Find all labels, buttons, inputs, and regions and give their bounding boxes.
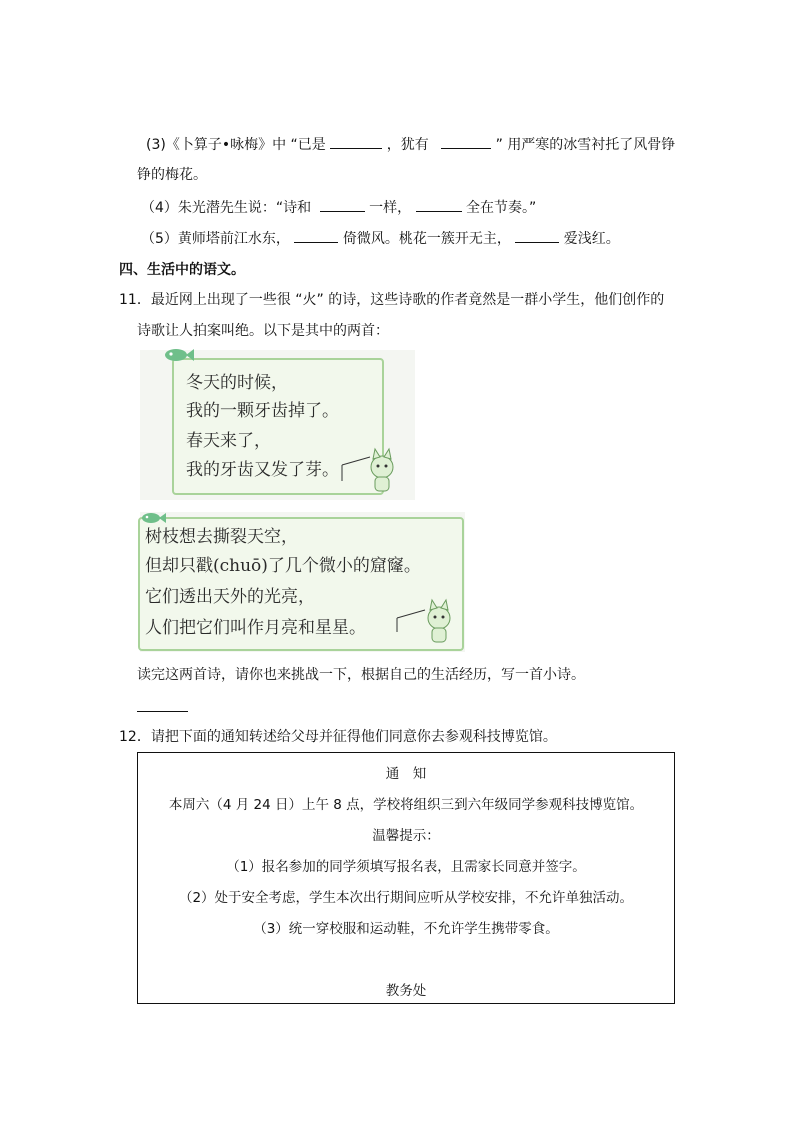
q11-instruction: 读完这两首诗，请你也来挑战一下，根据自己的生活经历，写一首小诗。 — [137, 667, 585, 683]
q3-blank-2[interactable] — [441, 134, 491, 149]
q5-text-b: 倚微风。桃花一簇开无主， — [342, 231, 511, 247]
q11-line-2: 诗歌让人拍案叫绝。以下是其中的两首： — [137, 323, 389, 339]
notice-tip-2: （2）处于安全考虑，学生本次出行期间应听从学校安排，不允许单独活动。 — [178, 890, 634, 906]
question-3-line — [146, 134, 675, 155]
fish-icon-2 — [138, 511, 168, 525]
question-3-continued: 铮的梅花。 — [137, 167, 207, 183]
poem-2-line-1: 树枝想去撕裂天空， — [145, 527, 298, 547]
q3-text-c: ” 用严寒的冰雪衬托了风骨铮 — [495, 137, 676, 153]
q11-answer-blank[interactable] — [137, 711, 188, 712]
poem-2-line-4: 人们把它们叫作月亮和星星。 — [145, 618, 366, 638]
q3-text-b: ，犹有 — [386, 137, 429, 153]
q5-text-a: （5）黄师塔前江水东， — [141, 231, 290, 247]
notice-tip-1: （1）报名参加的同学须填写报名表，且需家长同意并签字。 — [226, 859, 586, 875]
poem-1-line-4: 我的牙齿又发了芽。 — [186, 460, 339, 480]
notice-tips-title: 温馨提示： — [372, 828, 440, 844]
poem-1-line-3: 春天来了， — [186, 431, 271, 451]
q4-blank-2[interactable] — [416, 197, 462, 212]
q4-text-b: 一样， — [369, 200, 412, 216]
q3-text-a: (3)《卜算子•咏梅》中 “已是 — [146, 137, 326, 153]
q3-blank-1[interactable] — [330, 134, 382, 149]
notice-title: 通 知 — [385, 766, 427, 782]
poem-2-line-3: 它们透出天外的光亮， — [145, 587, 315, 607]
notice-body: 本周六（4 月 24 日）上午 8 点，学校将组织三到六年级同学参观科技博览馆。 — [168, 797, 644, 813]
question-5-line — [141, 228, 620, 249]
notice-tip-3: （3）统一穿校服和运动鞋，不允许学生携带零食。 — [253, 921, 559, 937]
poem-1-line-2: 我的一颗牙齿掉了。 — [186, 401, 339, 421]
q4-text-c: 全在节奏。” — [465, 200, 537, 216]
fish-icon — [160, 346, 196, 364]
section-4-title: 四、生活中的语文。 — [119, 262, 245, 278]
q11-line-1: 11．最近网上出现了一些很 “火” 的诗，这些诗歌的作者竟然是一群小学生，他们创作的 — [119, 292, 665, 308]
q5-blank-2[interactable] — [515, 228, 559, 243]
q12-prompt: 12．请把下面的通知转述给父母并征得他们同意你去参观科技博览馆。 — [119, 729, 557, 745]
q4-blank-1[interactable] — [320, 197, 365, 212]
question-4-line — [141, 197, 536, 218]
cat-fishing-icon — [340, 445, 400, 495]
q5-blank-1[interactable] — [294, 228, 338, 243]
q5-text-c: 爱浅红。 — [563, 231, 620, 247]
q4-text-a: （4）朱光潜先生说：“诗和 — [141, 200, 312, 216]
poem-2-line-2: 但却只戳(chuō)了几个微小的窟窿。 — [145, 556, 421, 576]
poem-1-line-1: 冬天的时候， — [186, 373, 288, 393]
cat-fishing-icon-2 — [395, 598, 459, 648]
notice-signature: 教务处 — [385, 983, 427, 999]
notice-box — [137, 752, 675, 1004]
